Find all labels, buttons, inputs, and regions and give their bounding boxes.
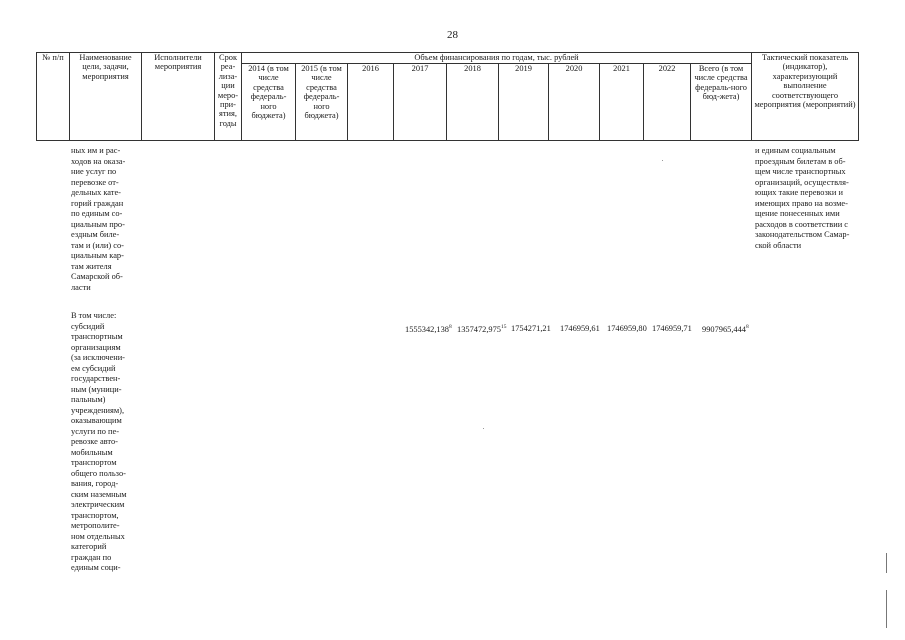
header-executors: Исполнители мероприятия	[142, 53, 215, 141]
indicator-text: и единым социальным проездным билетам в об- щем числе транспортных организаций, осуществля- ющих такие перевозки и имеющих право на возме- щение понесенных ими расходов в соответствии с законодательством Самар- ской области	[755, 146, 850, 250]
measure-text-continued: ных им и рас- ходов на оказа- ние услуг по перевозке от- дельных кате- горий граждан по единым со- циальным про- ездным биле- там и (или) со- циальным кар- там жителя Самарской об- ласти	[71, 146, 126, 292]
header-funding-group: Объем финансирования по годам, тыс. рублей	[242, 53, 752, 64]
value-total: 9907965,444$^8$	[702, 324, 749, 334]
value-2017: 1555342,138$^8$	[405, 324, 452, 334]
value-2018: 1357472,975$^{15}$	[457, 324, 507, 334]
scan-speck	[483, 428, 484, 429]
header-total: Всего (в том числе средства федераль-ного бюд-жета)	[691, 64, 752, 141]
header-2021: 2021	[600, 64, 644, 141]
scan-mark	[886, 553, 887, 573]
value-2022: 1746959,71	[652, 324, 692, 333]
measure-text-subsidies: В том числе: субсидий транспортным организациям (за исключени- ем субсидий государствен- ным (муници- пальным) учреждениям), оказывающим услуги по пе- ревозке авто- мобильным транспортом общего пользо- вания, город- ским наземным электрическим транспортом, метрополите- ном отдельных категорий граждан по единым соци-	[71, 311, 127, 572]
header-2015: 2015 (в том числе средства федераль-ного бюджета)	[296, 64, 348, 141]
header-2018: 2018	[447, 64, 499, 141]
header-2022: 2022	[644, 64, 691, 141]
value-2021: 1746959,80	[607, 324, 647, 333]
financing-table	[36, 52, 859, 141]
scan-speck	[662, 160, 663, 161]
header-num: № п/п	[37, 53, 70, 141]
header-indicator: Тактический показатель (индикатор), характеризующий выполнение соответствующего мероприятия (мероприятий)	[752, 53, 859, 141]
header-term: Срок реа-лиза-ции меро-при-ятия, годы	[215, 53, 242, 141]
header-2020: 2020	[549, 64, 600, 141]
header-2016: 2016	[348, 64, 394, 141]
header-name: Наименование цели, задачи, мероприятия	[70, 53, 142, 141]
scan-mark	[886, 590, 887, 628]
header-2019: 2019	[499, 64, 549, 141]
header-2017: 2017	[394, 64, 447, 141]
page-number: 28	[447, 29, 458, 41]
value-2019: 1754271,21	[511, 324, 551, 333]
value-2020: 1746959,61	[560, 324, 600, 333]
header-2014: 2014 (в том числе средства федераль-ного бюджета)	[242, 64, 296, 141]
